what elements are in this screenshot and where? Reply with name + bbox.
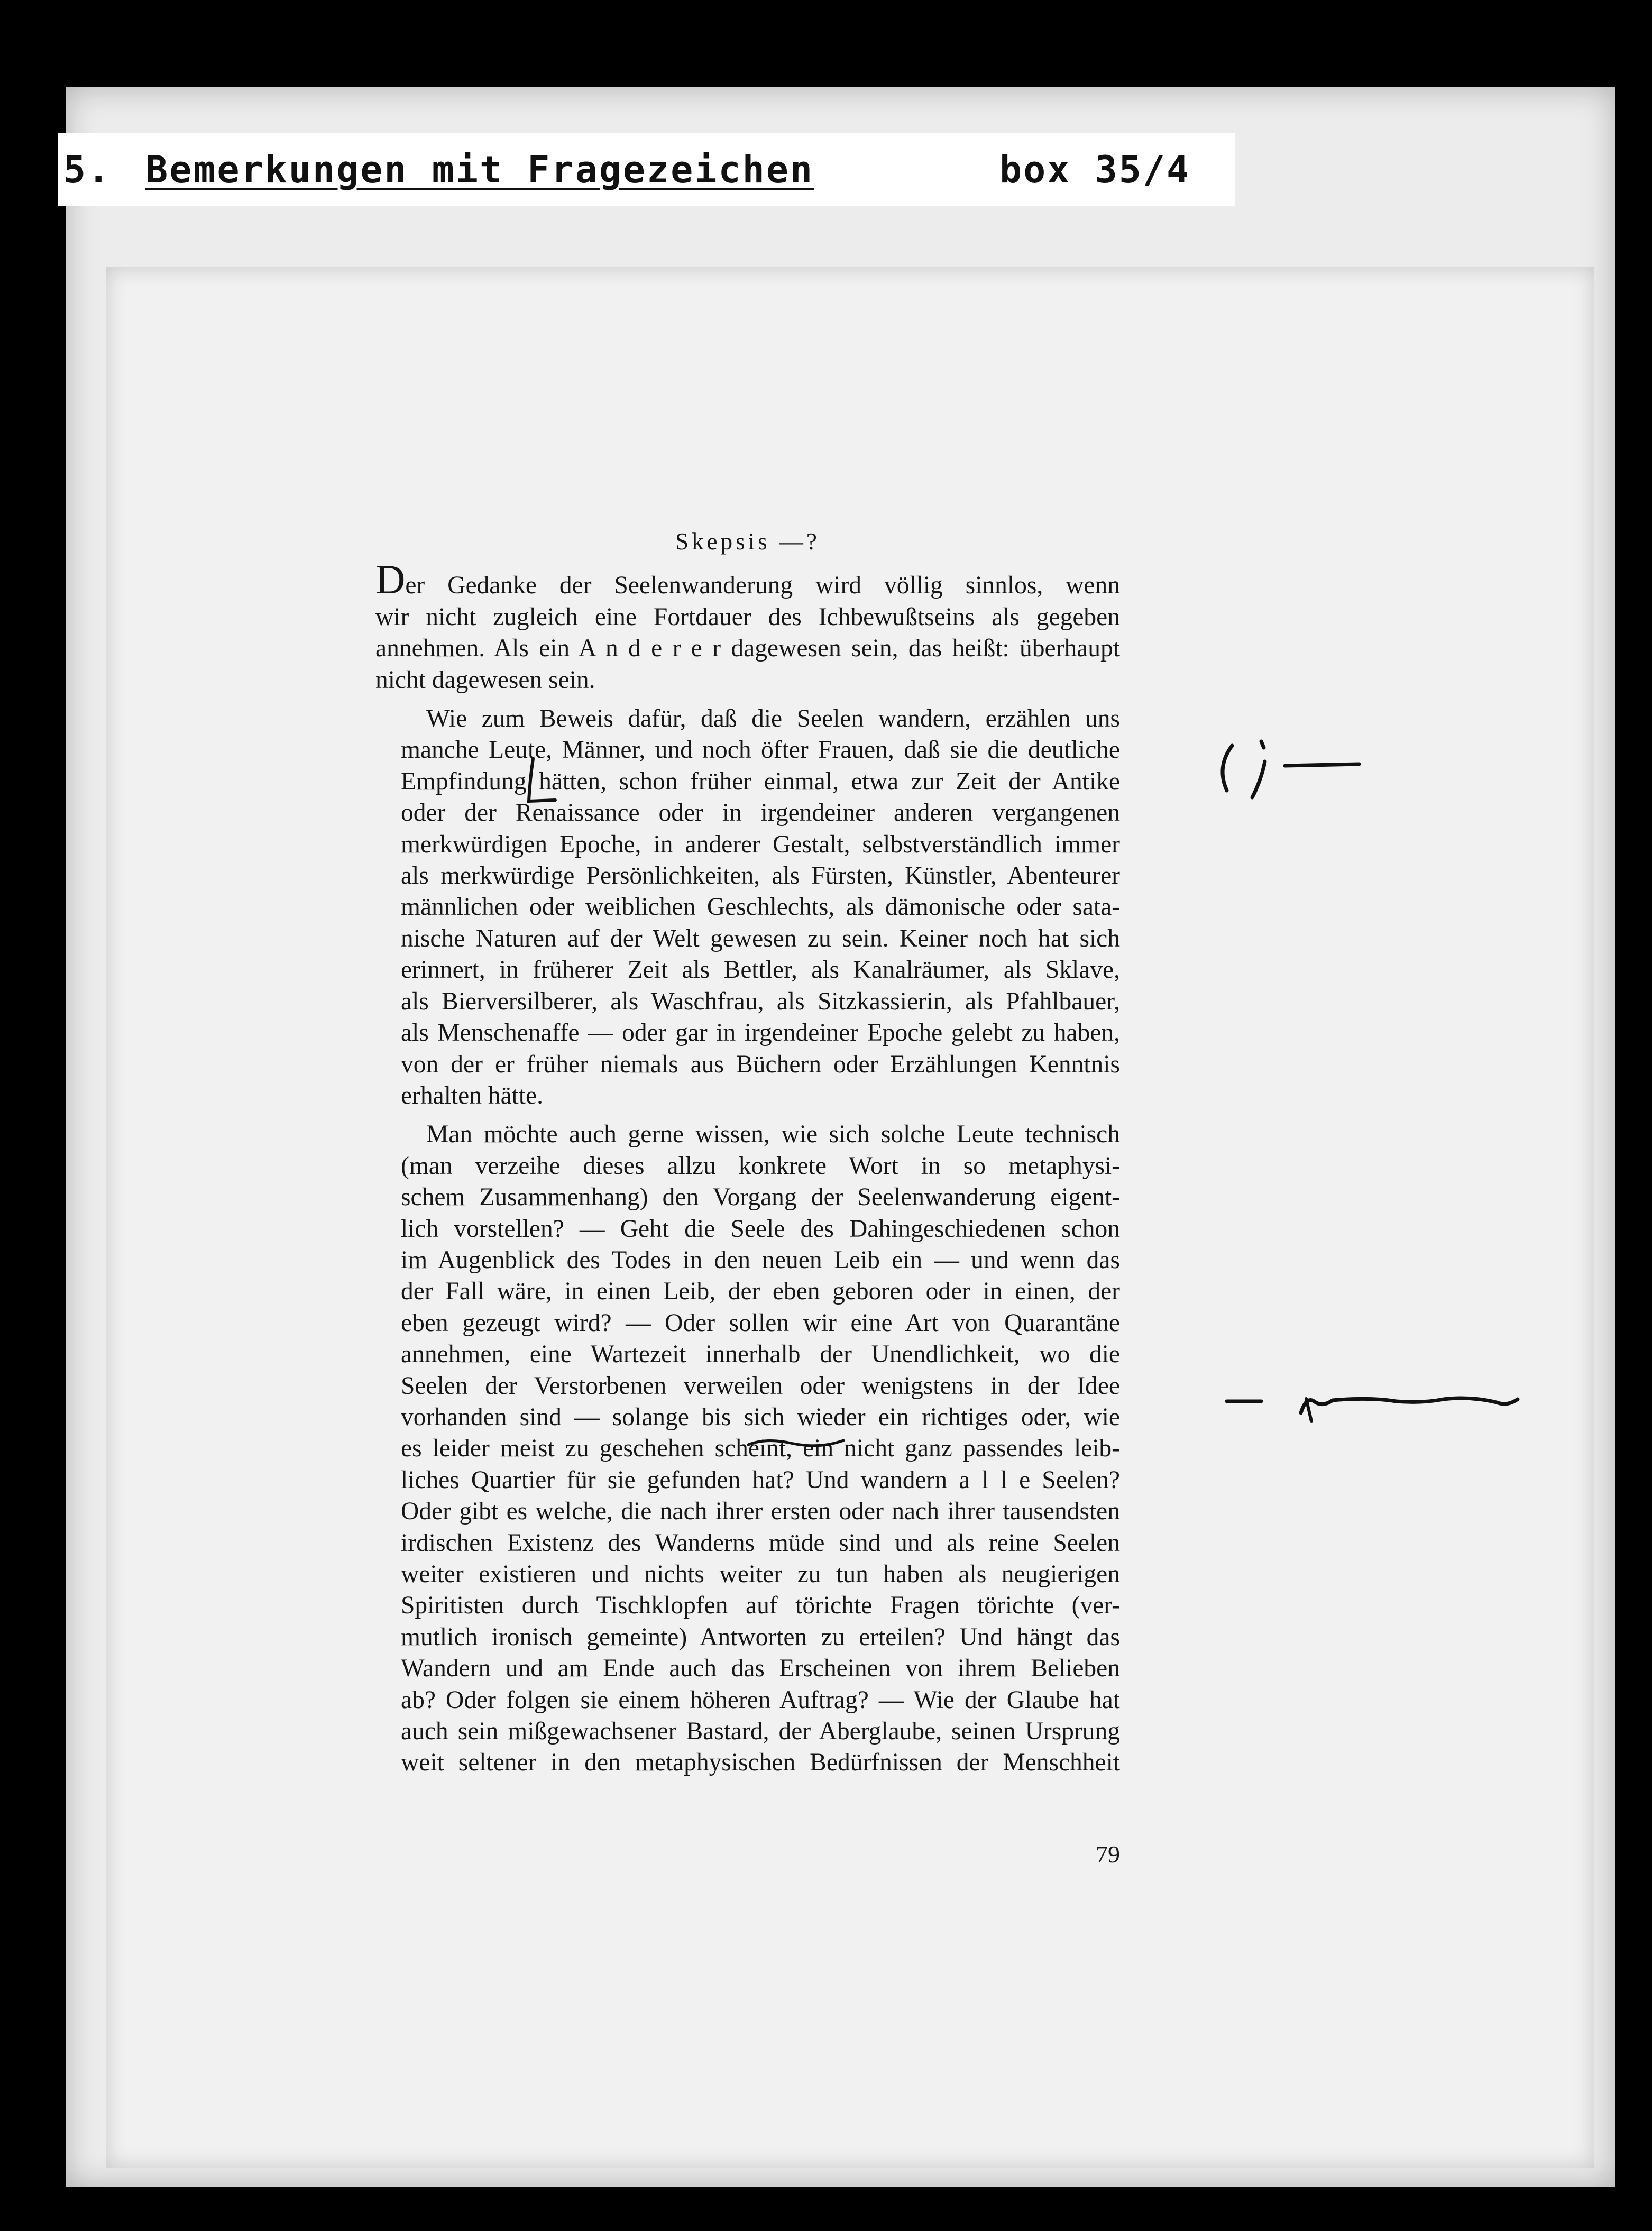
paragraph-line: im Augenblick des Todes in den neuen Leib ein — und wenn das [401, 1246, 1120, 1274]
paragraph-line: Wandern und am Ende auch das Erscheinen von ihrem Belieben [401, 1655, 1120, 1683]
document-text [375, 526, 1120, 1786]
paragraph-line: mutlich ironisch gemeinte) Antworten zu erteilen? Und hängt das [401, 1623, 1120, 1651]
archive-label [58, 133, 1235, 206]
paragraph-line: der Fall wäre, in einen Leib, der eben geboren oder in einen, der [401, 1278, 1120, 1306]
paragraph-line: ab? Oder folgen sie einem höheren Auftrag? — Wie der Glaube hat [401, 1686, 1120, 1714]
paragraph-line: Der Gedanke der Seelenwanderung wird völlig sinnlos, wenn [375, 556, 1120, 603]
paragraph-line: Spiritisten durch Tischklopfen auf törichte Fragen törichte (ver- [401, 1592, 1120, 1620]
paragraph-1 [375, 556, 1120, 696]
paragraph-line: schem Zusammenhang) den Vorgang der Seelenwanderung eigent- [401, 1183, 1120, 1211]
paragraph-line: wir nicht zugleich eine Fortdauer des Ichbewußtseins als gegeben [375, 603, 1120, 631]
paragraph-line: Wie zum Beweis dafür, daß die Seelen wandern, erzählen uns [426, 705, 1120, 733]
paragraph-line: von der er früher niemals aus Büchern oder Erzählungen Kenntnis [401, 1050, 1120, 1078]
label-title: Bemerkungen mit Fragezeichen [145, 148, 814, 191]
paragraph-line: weit seltener in den metaphysischen Bedürfnissen der Menschheit [401, 1749, 1120, 1777]
paragraph-line: als Bierversilberer, als Waschfrau, als Sitzkassierin, als Pfahlbauer, [401, 987, 1120, 1015]
paragraph-line: Oder gibt es welche, die nach ihrer ersten oder nach ihrer tausendsten [401, 1498, 1120, 1526]
drop-cap: D [375, 556, 406, 603]
strikethrough-mark [746, 1433, 846, 1454]
paragraph-line: merkwürdigen Epoche, in anderer Gestalt, selbstverständlich immer [401, 830, 1120, 858]
paragraph-line: Man möchte auch gerne wissen, wie sich solche Leute technisch [426, 1121, 1120, 1149]
paragraph-line: Empfindung hätten, schon früher einmal, etwa zur Zeit der Antike [401, 767, 1120, 795]
paragraph-line: als merkwürdige Persönlichkeiten, als Fürsten, Künstler, Abenteurer [401, 862, 1120, 890]
paragraph-line: (man verzeihe dieses allzu konkrete Wort in so metaphysi- [401, 1152, 1120, 1180]
handwritten-dash-mark [1222, 1380, 1528, 1428]
handwritten-bracket-mark [1211, 735, 1401, 809]
paragraph-line: nicht dagewesen sein. [375, 666, 595, 694]
paragraph-line: auch sein mißgewachsener Bastard, der Aberglaube, seinen Ursprung [401, 1718, 1120, 1746]
paragraph-line: nische Naturen auf der Welt gewesen zu sein. Keiner noch hat sich [401, 924, 1120, 952]
paragraph-line: liches Quartier für sie gefunden hat? Und wandern a l l e Seelen? [401, 1466, 1120, 1494]
paragraph-line: eben gezeugt wird? — Oder sollen wir eine Art von Quarantäne [401, 1309, 1120, 1337]
paragraph-line: annehmen, eine Wartezeit innerhalb der Unendlichkeit, wo die [401, 1341, 1120, 1369]
paragraph-line: lich vorstellen? — Geht die Seele des Dahingeschiedenen schon [401, 1215, 1120, 1243]
paragraph-line: weiter existieren und nichts weiter zu tun haben als neugierigen [401, 1560, 1120, 1588]
paragraph-line: annehmen. Als ein A n d e r e r dagewesen sein, das heißt: überhaupt [375, 635, 1120, 663]
paragraph-line: Seelen der Verstorbenen verweilen oder wenigstens in der Idee [401, 1372, 1120, 1400]
label-number: 5. [63, 148, 112, 191]
paragraph-line: manche Leute, Männer, und noch öfter Frauen, daß sie die deutliche [401, 736, 1120, 764]
paragraph-line: vorhanden sind — solange bis sich wieder ein richtiges oder, wie [401, 1403, 1120, 1431]
document-heading: Skepsis —? [675, 528, 820, 555]
paragraph-line: als Menschenaffe — oder gar in irgendeiner Epoche gelebt zu haben, [401, 1019, 1120, 1047]
paragraph-line: erinnert, in früherer Zeit als Bettler, als Kanalräumer, als Sklave, [401, 956, 1120, 984]
paragraph-line: es leider meist zu geschehen scheint, ein nicht ganz passendes leib- [401, 1435, 1120, 1463]
paragraph-line: irdischen Existenz des Wanderns müde sind und als reine Seelen [401, 1529, 1120, 1557]
paragraph-2 [375, 703, 1120, 1112]
page-number: 79 [1096, 1841, 1120, 1868]
insertion-mark [518, 754, 561, 812]
paragraph-line: männlichen oder weiblichen Geschlechts, als dämonische oder sata- [401, 893, 1120, 921]
document-page [106, 267, 1594, 2168]
paragraph-line: erhalten hätte. [401, 1081, 544, 1109]
paragraph-line: oder der Renaissance oder in irgendeiner anderen vergangenen [401, 799, 1120, 827]
label-box-number: box 35/4 [999, 148, 1191, 191]
